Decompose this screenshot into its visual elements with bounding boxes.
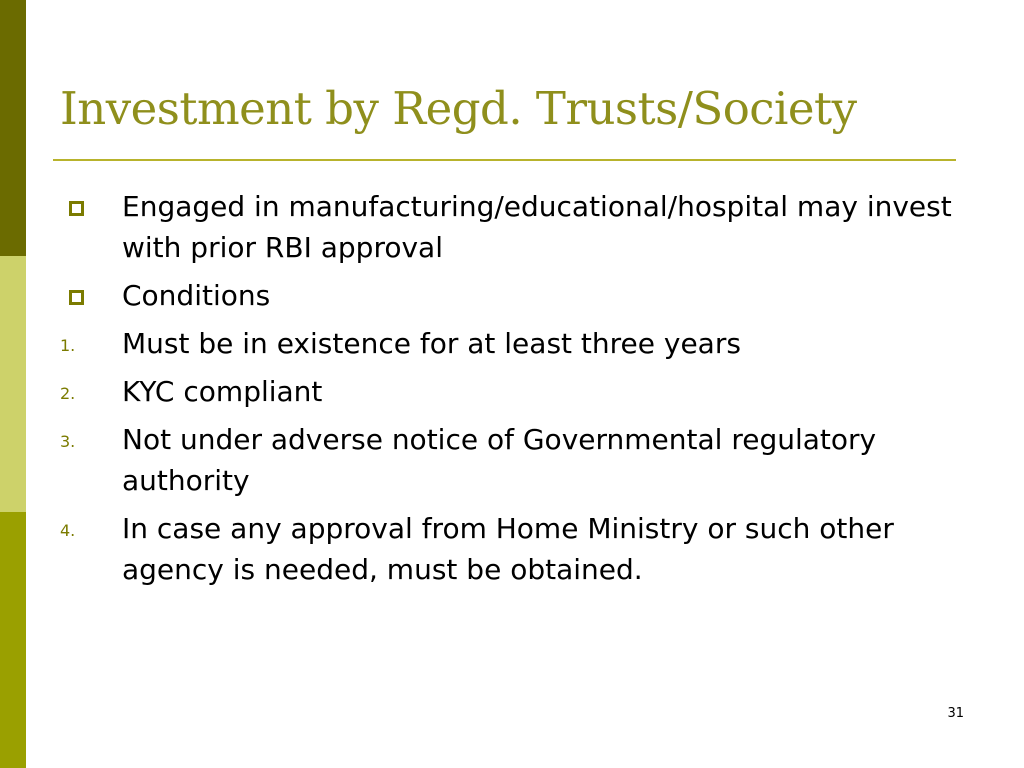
- list-item-text: Not under adverse notice of Governmental regulatory authority: [122, 423, 877, 497]
- bullet-list: [60, 186, 960, 597]
- list-item: [60, 275, 960, 316]
- list-number: 1.: [60, 336, 76, 355]
- list-number: 2.: [60, 384, 76, 403]
- list-number: 4.: [60, 521, 76, 540]
- sidebar-segment-top: [0, 0, 26, 256]
- list-item-text: Engaged in manufacturing/educational/hospital may invest with prior RBI approval: [122, 190, 952, 264]
- list-item: [60, 323, 960, 364]
- list-item-text: Conditions: [122, 279, 271, 312]
- page-number: 31: [947, 706, 964, 721]
- square-bullet-icon: [69, 201, 84, 216]
- list-item-text: Must be in existence for at least three years: [122, 327, 741, 360]
- list-item: [60, 508, 960, 590]
- list-item-text: In case any approval from Home Ministry or such other agency is needed, must be obtained.: [122, 512, 894, 586]
- list-item: [60, 419, 960, 501]
- sidebar-segment-middle: [0, 256, 26, 512]
- slide-title: Investment by Regd. Trusts/Society: [60, 82, 857, 135]
- sidebar-segment-bottom: [0, 512, 26, 768]
- list-item: [60, 371, 960, 412]
- list-item-text: KYC compliant: [122, 375, 323, 408]
- title-divider: [53, 159, 956, 161]
- list-item: [60, 186, 960, 268]
- list-number: 3.: [60, 432, 76, 451]
- square-bullet-icon: [69, 290, 84, 305]
